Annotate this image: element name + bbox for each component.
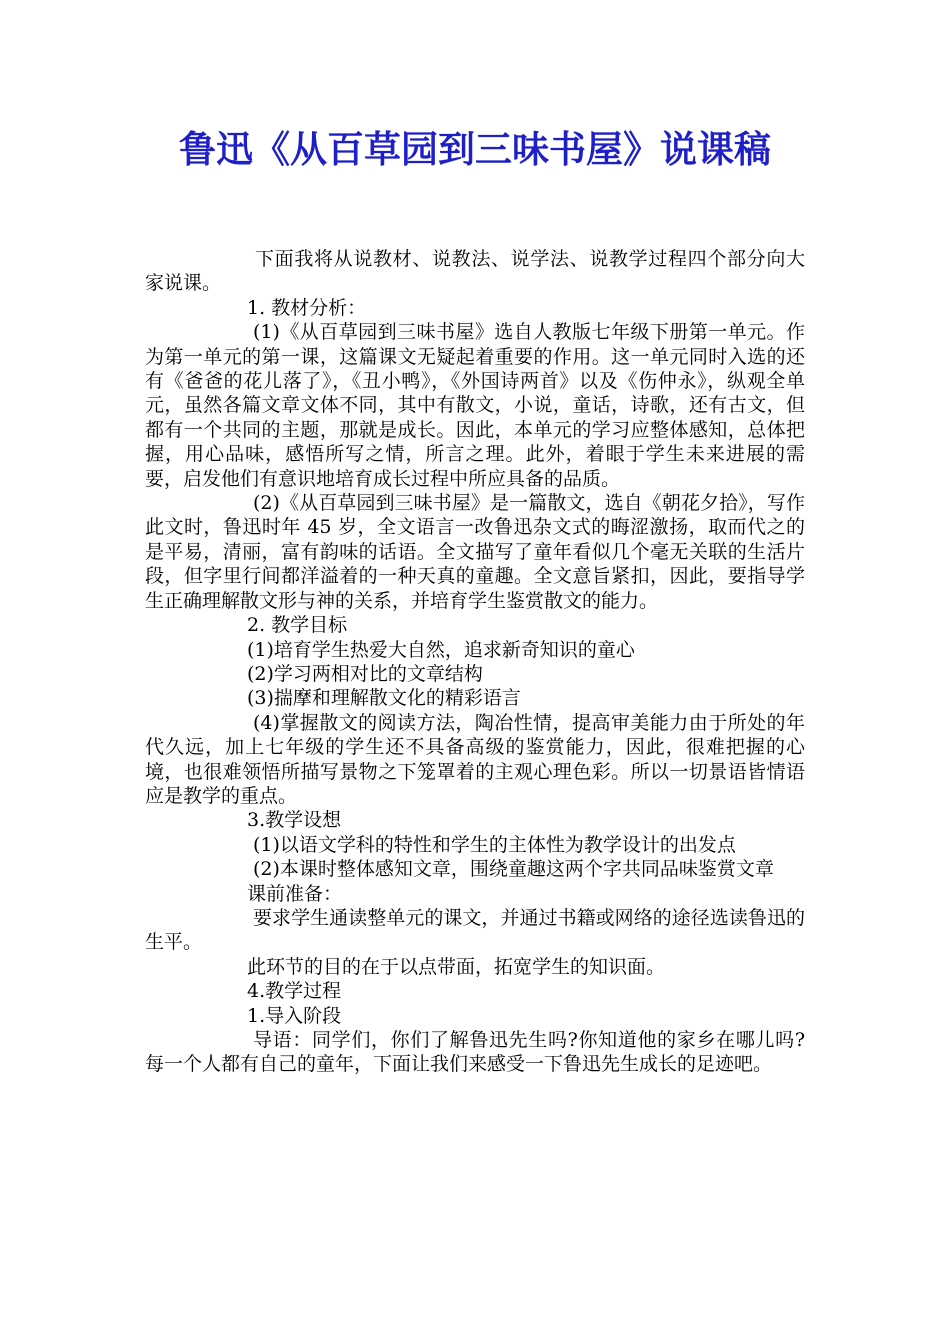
paragraph-introduction: 导语：同学们，你们了解鲁迅先生吗?你知道他的家乡在哪儿吗?每一个人都有自己的童年，下面让我们来感受一下鲁迅先生成长的足迹吧。 — [145, 1029, 805, 1076]
goal-item-4: (4)掌握散文的阅读方法，陶冶性情，提高审美能力由于所处的年代久远，加上七年级的学生还不具备高级的鉴赏能力，因此，很难把握的心境，也很难领悟所描写景物之下笼罩着的主观心理色彩。所以一切景语皆情语应是教学的重点。 — [145, 711, 805, 807]
paragraph-analysis-1: (1)《从百草园到三味书屋》选自人教版七年级下册第一单元。作为第一单元的第一课，这篇课文无疑起着重要的作用。这一单元同时入选的还有《爸爸的花儿落了》，《丑小鸭》，《外国诗两首》以及《伤仲永》，纵观全单元，虽然各篇文章文体不同，其中有散文，小说，童话，诗歌，还有古文，但都有一个共同的主题，那就是成长。因此，本单元的学习应整体感知，总体把握，用心品味，感悟所写之情，所言之理。此外，着眼于学生未来进展的需要，启发他们有意识地培育成长过程中所应具备的品质。 — [145, 321, 805, 490]
heading-preparation: 课前准备： — [247, 882, 343, 905]
heading-teaching-goals: 2. 教学目标 — [247, 614, 348, 637]
goal-item-3: (3)揣摩和理解散文化的精彩语言 — [247, 687, 521, 710]
heading-teaching-design: 3.教学设想 — [247, 809, 342, 832]
document-body — [145, 247, 805, 1077]
heading-textbook-analysis: 1. 教材分析： — [247, 296, 367, 319]
heading-teaching-process: 4.教学过程 — [247, 980, 342, 1003]
design-item-2: (2)本课时整体感知文章，围绕童趣这两个字共同品味鉴赏文章 — [253, 858, 774, 881]
paragraph-preparation-purpose: 此环节的目的在于以点带面，拓宽学生的知识面。 — [247, 955, 666, 978]
document-title: 鲁迅《从百草园到三味书屋》说课稿 — [179, 128, 771, 171]
goal-item-2: (2)学习两相对比的文章结构 — [247, 662, 483, 685]
paragraph-preparation: 要求学生通读整单元的课文，并通过书籍或网络的途径选读鲁迅的生平。 — [145, 906, 805, 954]
goal-item-1: (1)培育学生热爱大自然，追求新奇知识的童心 — [247, 638, 635, 661]
paragraph-analysis-2: (2)《从百草园到三味书屋》是一篇散文，选自《朝花夕拾》，写作此文时，鲁迅时年 45 岁，全文语言一改鲁迅杂文式的晦涩激扬，取而代之的是平易，清丽，富有韵味的话语。全文描写了童年看似几个毫无关联的生活片段，但字里行间都洋溢着的一种天真的童趣。全文意旨紧扣，因此，要指导学生正确理解散文形与神的关系，并培育学生鉴赏散文的能力。 — [145, 492, 805, 612]
paragraph-intro: 下面我将从说教材、说教法、说学法、说教学过程四个部分向大家说课。 — [145, 248, 805, 295]
heading-introduction-stage: 1.导入阶段 — [247, 1004, 342, 1027]
design-item-1: (1)以语文学科的特性和学生的主体性为教学设计的出发点 — [253, 833, 736, 856]
